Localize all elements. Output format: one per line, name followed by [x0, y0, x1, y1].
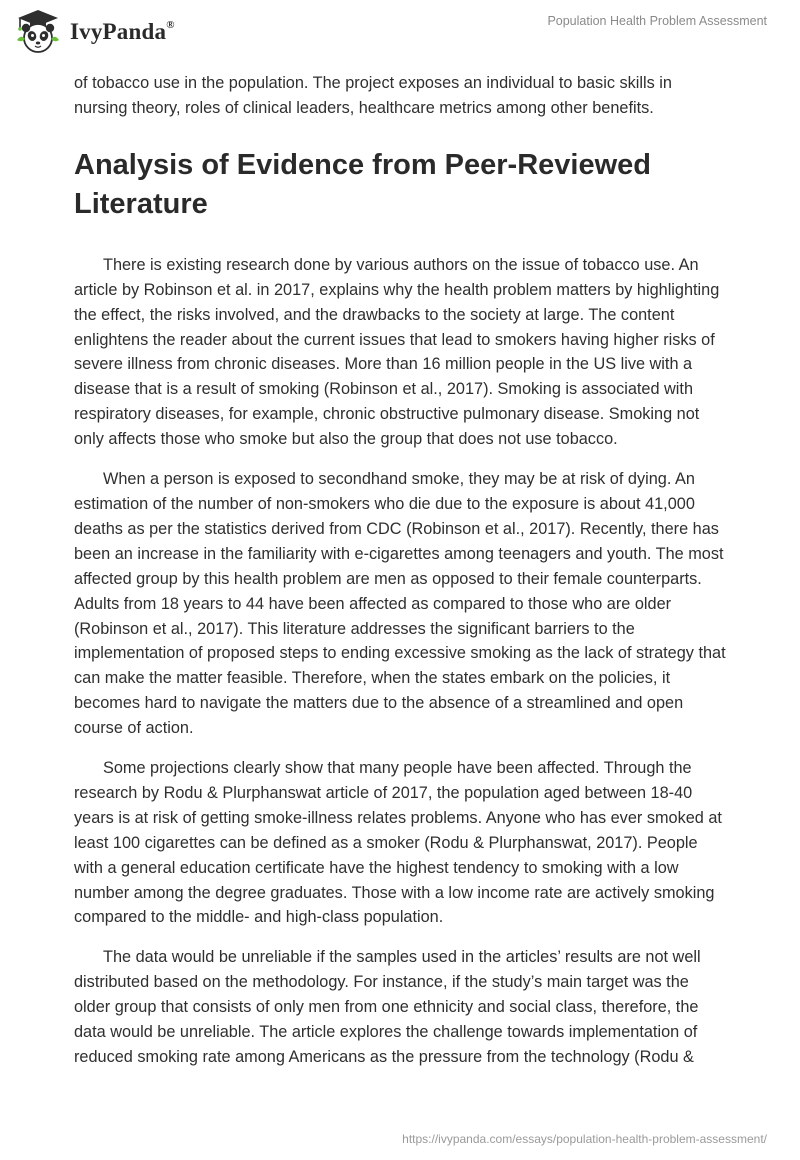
brand-name: IvyPanda®	[70, 19, 175, 44]
intro-paragraph: of tobacco use in the population. The project exposes an individual to basic skills in nursing theory, roles of clinical leaders, healthcare metrics among other benefits.	[74, 74, 672, 117]
body-paragraph: When a person is exposed to secondhand smoke, they may be at risk of dying. An estimation of the number of non-smokers who die due to the exposure is about 41,000 deaths as per the statistics derived from CDC (Robinson et al., 2017). Recently, there has been an increase in the familiarity with e-cigarettes among teenagers and youth. The most affected group by this health problem are men as opposed to their female counterparts. Adults from 18 years to 44 have been affected as compared to those who are older (Robinson et al., 2017). This literature addresses the significant barriers to the implementation of proposed steps to ending excessive smoking as the lack of strategy that can make the matter feasible. Therefore, when the states embark on the policies, it becomes hard to navigate the matters due to the absence of a streamlined and open course of action.	[74, 470, 726, 738]
document-title: Population Health Problem Assessment	[547, 14, 767, 28]
source-url-link[interactable]: https://ivypanda.com/essays/population-health-problem-assessment/	[402, 1132, 767, 1146]
body-paragraph: There is existing research done by various authors on the issue of tobacco use. An article by Robinson et al. in 2017, explains why the health problem matters by highlighting the effect, the risks involved, and the drawbacks to the society at large. The content enlightens the reader about the current issues that lead to smokers having higher risks of severe illness from chronic diseases. More than 16 million people in the US live with a disease that is a result of smoking (Robinson et al., 2017). Smoking is associated with respiratory diseases, for example, chronic obstructive pulmonary disease. Smoking not only affects those who smoke but also the group that does not use tobacco.	[74, 255, 720, 449]
body-paragraph: Some projections clearly show that many people have been affected. Through the research by Rodu & Plurphanswat article of 2017, the population aged between 18-40 years is at risk of getting smoke-illness relates problems. Anyone who has ever smoked at least 100 cigarettes can be defined as a smoker (Rodu & Plurphanswat, 2017). People with a general education certificate have the highest tendency to smoking with a low number among the degree graduates. Those with a low income rate are actively smoking compared to the middle- and high-class population.	[74, 759, 722, 927]
page-header	[0, 0, 800, 68]
essay-body	[74, 71, 726, 1070]
body-paragraph: The data would be unreliable if the samples used in the articles’ results are not well distributed based on the methodology. For instance, if the study’s main target was the older group that consists of only men from one ethnicity and social class, therefore, the data would be unreliable. The article explores the challenge towards implementation of reduced smoking rate among Americans as the pressure from the technology (Rodu &	[74, 948, 701, 1066]
section-heading: Analysis of Evidence from Peer-Reviewed Literature	[74, 148, 651, 220]
brand-logo[interactable]	[14, 8, 175, 56]
panda-logo-icon	[14, 8, 62, 56]
